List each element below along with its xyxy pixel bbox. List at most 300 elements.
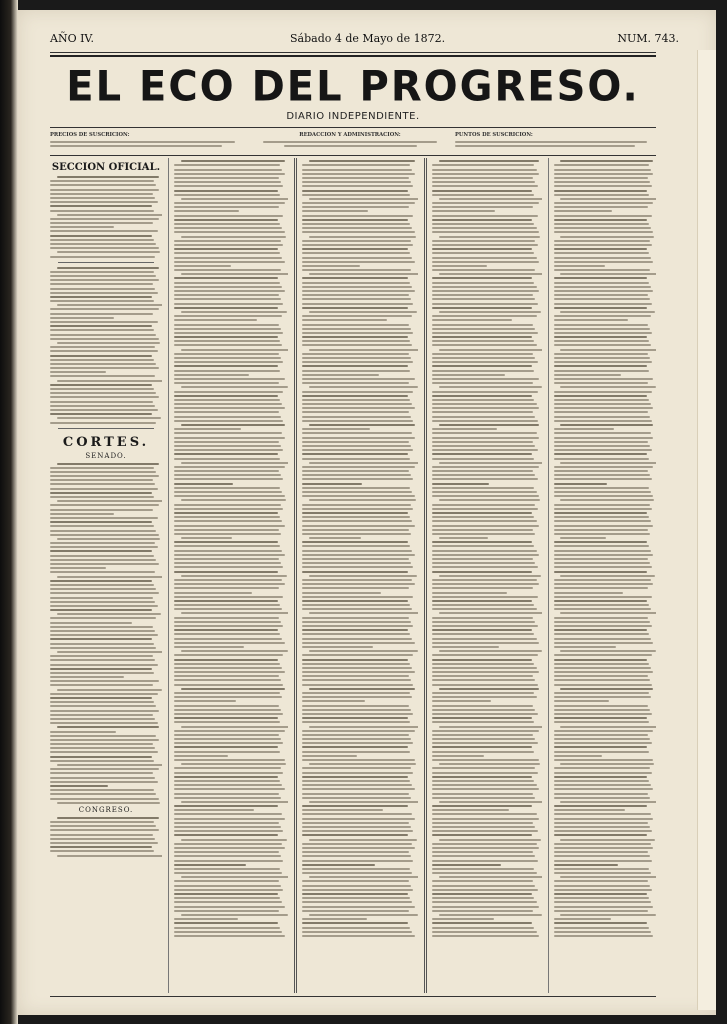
text-line (174, 880, 279, 882)
text-line (432, 252, 534, 254)
text-line (432, 344, 537, 346)
text-line (554, 257, 651, 259)
text-line (309, 688, 415, 690)
text-line (432, 340, 534, 342)
text-line (554, 407, 653, 409)
text-line (560, 160, 653, 162)
text-line (432, 617, 533, 619)
text-line (432, 173, 539, 175)
text-line (309, 311, 417, 313)
text-line (174, 772, 283, 774)
text-line (174, 453, 278, 455)
text-line (50, 563, 159, 565)
text-line (302, 164, 410, 166)
text-line (181, 726, 288, 728)
text-line (50, 467, 154, 469)
text-line (50, 388, 154, 390)
text-line (560, 726, 656, 728)
text-line (554, 742, 652, 744)
text-line (432, 659, 532, 661)
text-line (50, 701, 154, 703)
column-2-text (174, 160, 288, 937)
text-line (432, 713, 538, 715)
text-line (432, 403, 537, 405)
text-line (50, 530, 156, 532)
text-line (50, 205, 152, 207)
text-line (50, 821, 154, 823)
text-line (439, 839, 541, 841)
text-line (302, 240, 411, 242)
text-line (554, 855, 650, 857)
text-line (560, 462, 656, 464)
text-line (554, 516, 649, 518)
text-line (432, 910, 533, 912)
text-line (174, 889, 283, 891)
text-line (50, 592, 159, 594)
text-line (554, 177, 648, 179)
section-title-cortes: CORTES. (62, 434, 150, 450)
text-line (174, 248, 278, 250)
text-line (432, 194, 534, 196)
text-line (50, 751, 158, 753)
text-line (302, 843, 412, 845)
text-line (302, 361, 413, 363)
text-line (50, 197, 155, 199)
header-line (36, 28, 703, 50)
text-line (554, 755, 602, 757)
text-line (554, 906, 653, 908)
text-line (174, 834, 278, 836)
text-line (174, 755, 228, 757)
text-line (50, 756, 152, 758)
text-line (50, 346, 155, 348)
text-line (302, 562, 411, 564)
text-line (432, 751, 534, 753)
text-line (302, 654, 413, 656)
text-line (432, 240, 535, 242)
text-line (432, 483, 489, 485)
masthead-title: EL ECO DEL PROGRESO. (66, 62, 640, 112)
text-line (432, 818, 539, 820)
text-line (554, 667, 651, 669)
text-line (554, 617, 648, 619)
text-line (57, 214, 162, 216)
text-line (432, 738, 535, 740)
text-line (554, 332, 652, 334)
text-line (57, 176, 159, 178)
text-line (174, 864, 246, 866)
text-line (309, 499, 416, 501)
text-line (432, 797, 535, 799)
text-line (174, 529, 279, 531)
text-line (302, 906, 415, 908)
text-line (560, 839, 655, 841)
text-line (174, 190, 278, 192)
text-line (302, 303, 413, 305)
text-line (174, 244, 283, 246)
text-line (181, 236, 286, 238)
text-line (50, 517, 158, 519)
text-line (50, 525, 154, 527)
text-line (554, 822, 648, 824)
text-line (432, 809, 509, 811)
text-line (432, 324, 533, 326)
text-line (302, 525, 415, 527)
text-line (432, 843, 537, 845)
text-line (432, 901, 537, 903)
text-line (174, 847, 285, 849)
text-line (302, 910, 409, 912)
text-line (181, 914, 288, 916)
text-line (554, 734, 648, 736)
text-line (174, 675, 279, 677)
text-line (50, 705, 156, 707)
text-line (174, 181, 281, 183)
text-line (174, 550, 282, 552)
column-divider-2 (294, 158, 297, 993)
text-line (302, 458, 410, 460)
text-line (554, 600, 647, 602)
text-line (302, 659, 408, 661)
text-line (302, 751, 410, 753)
text-line (302, 931, 412, 933)
text-line (554, 244, 652, 246)
text-line (554, 277, 647, 279)
text-line (174, 604, 280, 606)
text-line (50, 789, 154, 791)
column-4 (432, 158, 542, 993)
text-line (302, 713, 413, 715)
text-line (554, 654, 652, 656)
text-line (432, 550, 537, 552)
text-line (50, 785, 108, 787)
text-line (554, 638, 651, 640)
text-line (302, 516, 410, 518)
text-line (432, 742, 538, 744)
text-line (174, 780, 280, 782)
text-line (50, 492, 152, 494)
text-line (50, 731, 116, 733)
text-line (309, 650, 418, 652)
text-line (554, 529, 648, 531)
text-line (554, 344, 651, 346)
text-line (302, 504, 411, 506)
text-line (302, 566, 413, 568)
text-line (432, 562, 535, 564)
text-line (554, 294, 648, 296)
text-line (174, 458, 280, 460)
text-line (432, 709, 535, 711)
text-line (432, 365, 532, 367)
text-line (554, 625, 652, 627)
text-line (50, 846, 152, 848)
text-line (50, 475, 159, 477)
text-line (432, 545, 534, 547)
text-line (50, 496, 154, 498)
text-line (50, 235, 152, 237)
text-line (432, 206, 533, 208)
text-line (554, 441, 648, 443)
text-line (174, 730, 285, 732)
text-line (554, 395, 647, 397)
text-line (554, 223, 649, 225)
text-line (554, 194, 649, 196)
column-1 (50, 158, 162, 993)
text-line (174, 470, 279, 472)
text-line (174, 717, 278, 719)
text-line (554, 889, 652, 891)
text-line (174, 261, 285, 263)
info-prices-provinces: PUNTOS DE SUSCRICION: (455, 132, 655, 154)
text-line (302, 399, 410, 401)
text-line (302, 441, 409, 443)
text-line (50, 367, 159, 369)
text-line (181, 349, 288, 351)
text-line (560, 650, 656, 652)
text-line (174, 843, 282, 845)
text-line (302, 416, 411, 418)
text-line (174, 918, 238, 920)
text-line (174, 353, 279, 355)
text-line (432, 889, 538, 891)
text-line (50, 718, 155, 720)
text-line (432, 466, 539, 468)
text-line (554, 793, 648, 795)
text-line (50, 218, 159, 220)
text-line (432, 332, 538, 334)
text-line (50, 793, 156, 795)
text-line (554, 353, 648, 355)
text-line (554, 411, 648, 413)
text-line (309, 801, 418, 803)
text-line (50, 334, 156, 336)
text-line (432, 671, 539, 673)
text-line (432, 294, 533, 296)
text-line (554, 692, 649, 694)
text-line (302, 872, 412, 874)
text-line (50, 222, 153, 224)
text-line (560, 198, 656, 200)
text-line (50, 676, 124, 678)
column-2 (174, 158, 288, 993)
text-line (302, 407, 415, 409)
text-line (174, 705, 279, 707)
text-line (554, 319, 628, 321)
text-line (432, 788, 539, 790)
text-line (432, 868, 534, 870)
text-line (554, 219, 647, 221)
text-line (174, 776, 278, 778)
text-line (554, 592, 623, 594)
text-line (50, 392, 156, 394)
text-line (554, 391, 652, 393)
text-line (50, 680, 159, 682)
text-line (302, 420, 413, 422)
text-line (432, 834, 532, 836)
column-1-text-d (50, 817, 162, 857)
column-3 (302, 158, 418, 993)
text-line (302, 600, 408, 602)
text-line (57, 613, 161, 615)
text-line (560, 914, 656, 916)
text-line (174, 935, 285, 937)
text-line (302, 202, 415, 204)
text-line (554, 328, 650, 330)
text-line (302, 830, 413, 832)
text-line (50, 664, 158, 666)
text-line (302, 826, 411, 828)
text-line (50, 296, 152, 298)
text-line (174, 411, 279, 413)
text-line (432, 420, 538, 422)
text-line (554, 663, 649, 665)
text-line (174, 407, 285, 409)
text-line (302, 734, 409, 736)
text-line (554, 834, 647, 836)
text-line (554, 642, 653, 644)
text-line (174, 525, 285, 527)
text-line (302, 177, 409, 179)
text-line (174, 851, 279, 853)
text-line (432, 298, 535, 300)
text-line (174, 504, 281, 506)
text-line (439, 914, 542, 916)
text-line (302, 357, 411, 359)
text-line (432, 328, 535, 330)
text-line (432, 679, 535, 681)
text-line (50, 739, 159, 741)
text-line (302, 336, 408, 338)
text-line (174, 294, 279, 296)
text-line (174, 185, 283, 187)
text-line (554, 705, 648, 707)
text-line (439, 273, 542, 275)
text-line (554, 629, 647, 631)
text-line (439, 311, 541, 313)
text-line (432, 336, 532, 338)
section-title-senado: SENADO. (85, 451, 127, 460)
text-line (302, 190, 408, 192)
text-line (432, 181, 535, 183)
text-line (554, 520, 651, 522)
text-line (302, 671, 415, 673)
text-line (302, 822, 409, 824)
text-line (302, 851, 409, 853)
text-line (432, 893, 532, 895)
text-line (50, 597, 153, 599)
text-line (554, 558, 648, 560)
text-line (432, 361, 538, 363)
text-line (432, 190, 532, 192)
text-line (554, 788, 653, 790)
text-line (554, 437, 653, 439)
text-line (50, 768, 159, 770)
text-line (50, 550, 152, 552)
text-line (432, 935, 539, 937)
text-line (432, 533, 535, 535)
text-line (432, 583, 539, 585)
text-line (432, 592, 507, 594)
text-line (302, 370, 410, 372)
text-line (439, 612, 542, 614)
text-line (432, 525, 539, 527)
text-line (174, 265, 231, 267)
text-line (432, 730, 539, 732)
text-line (554, 453, 647, 455)
text-line (174, 906, 285, 908)
text-line (174, 679, 281, 681)
text-line (50, 638, 152, 640)
text-line (554, 265, 605, 267)
text-line (432, 428, 497, 430)
text-line (439, 160, 539, 162)
text-line (560, 273, 656, 275)
text-line (174, 788, 285, 790)
text-line (554, 504, 650, 506)
text-line (50, 584, 154, 586)
text-line (560, 688, 653, 690)
text-line (302, 772, 413, 774)
text-line (302, 277, 408, 279)
text-line (174, 177, 279, 179)
column-3-text (302, 160, 418, 937)
text-line (554, 746, 647, 748)
text-line (560, 424, 653, 426)
text-line (50, 559, 156, 561)
text-line (432, 596, 538, 598)
text-line (50, 605, 158, 607)
text-line (302, 889, 413, 891)
text-line (50, 772, 153, 774)
text-line (57, 463, 159, 465)
text-line (302, 696, 412, 698)
text-line (432, 784, 537, 786)
text-line (174, 307, 278, 309)
text-line (554, 357, 650, 359)
text-line (174, 290, 285, 292)
text-line (432, 700, 491, 702)
text-line (439, 688, 539, 690)
text-line (302, 893, 408, 895)
text-line (181, 198, 288, 200)
text-line (432, 541, 532, 543)
text-line (302, 474, 411, 476)
text-line (181, 424, 285, 426)
text-line (50, 184, 156, 186)
text-line (302, 545, 410, 547)
text-line (554, 307, 647, 309)
text-line (174, 830, 283, 832)
text-line (554, 495, 653, 497)
text-line (554, 512, 647, 514)
text-line (554, 478, 652, 480)
text-line (439, 236, 540, 238)
text-line (432, 399, 534, 401)
text-line (174, 646, 244, 648)
text-line (432, 449, 538, 451)
text-line (432, 231, 539, 233)
text-line (181, 839, 287, 841)
text-line (554, 813, 651, 815)
text-line (302, 679, 411, 681)
text-line (302, 257, 412, 259)
text-line (302, 520, 412, 522)
year-label: AÑO IV. (50, 32, 94, 45)
text-line (50, 375, 155, 377)
text-line (50, 567, 106, 569)
text-line (432, 813, 537, 815)
text-line (50, 588, 156, 590)
